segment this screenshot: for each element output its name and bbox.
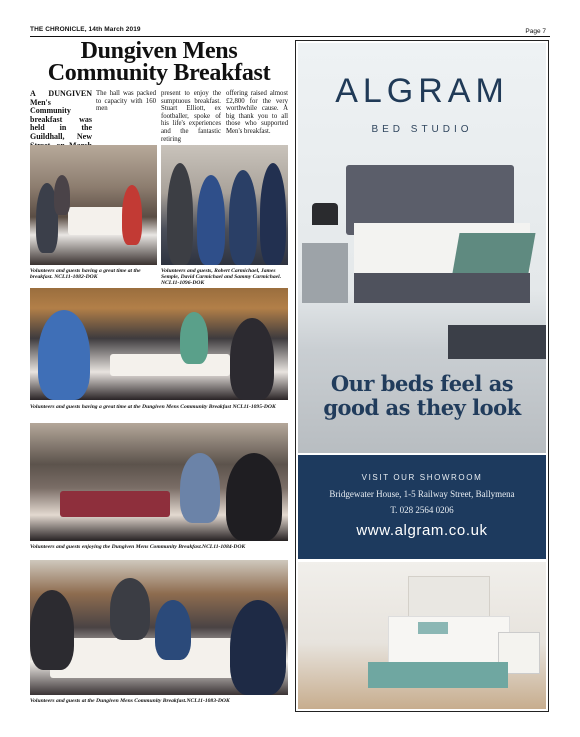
photo-person [226, 453, 282, 541]
ad-slogan-line1: Our beds feel as [330, 371, 514, 396]
photo-person [122, 185, 142, 245]
ad-bedside-table [302, 243, 348, 303]
ad-visit-showroom: VISIT OUR SHOWROOM [361, 473, 483, 482]
ad-slogan [298, 372, 546, 420]
article-col3: present to enjoy the sumptuous breakfast. Stuart Elliott, ex footballer, spoke of his life's experiences and the fantastic retiring [161, 90, 221, 143]
photo-person [180, 453, 220, 523]
photo-person [167, 163, 193, 265]
photo-person [197, 175, 225, 265]
photo-person [180, 312, 208, 364]
ad-address: Bridgewater House, 1-5 Railway Street, Ballymena [329, 489, 515, 499]
photo-caption: Volunteers and guests, Robert Carmichael, James Semple, David Carmichael and Sammy Carmichael. NCL11-1096-DOK [161, 268, 282, 287]
article-lead-text: A DUNGIVEN Men's Community breakfast was held in the Guildhall, New [30, 89, 92, 141]
photo-caption: Volunteers and guests at the Dungiven Mens Community Breakfast.NCL11-1083-DOK [30, 698, 230, 704]
ad-website-link[interactable]: www.algram.co.uk [356, 522, 488, 539]
ad-bed-base [354, 273, 530, 303]
article-col2-text: The hall was packed to capacity with 160 men [96, 90, 156, 113]
photo-person [54, 175, 70, 215]
article-col4: offering raised almost £2,800 for the very worthwhile cause. A big thank you to all those who supported Men's breakfast. [226, 90, 288, 135]
photo-person [230, 600, 286, 695]
photo-breakfast-tables [30, 145, 157, 265]
ad-cushion [418, 622, 448, 634]
photo-table [110, 354, 230, 376]
ad-rug [368, 662, 508, 688]
photo-group-at-table [30, 288, 288, 400]
ad-mattress [388, 616, 510, 664]
photo-crowded-hall [30, 423, 288, 541]
page-number: Page 7 [525, 28, 546, 35]
photo-caption: Volunteers and guests enjoying the Dungiven Mens Community Breakfast.NCL11-1084-DOK [30, 544, 246, 550]
publication-date: THE CHRONICLE, 14th March 2019 [30, 26, 141, 33]
article-headline: Dungiven Mens Community Breakfast [47, 38, 271, 86]
photo-table [50, 638, 250, 678]
photo-person [155, 600, 191, 660]
photo-person [38, 310, 90, 400]
ad-phone: T. 028 2564 0206 [390, 505, 454, 515]
photo-caption: Volunteers and guests having a great time at the Dungiven Mens Community Breakfast NCL11-1095-DOK [30, 404, 276, 410]
photo-person [30, 590, 74, 670]
masthead-rule [30, 36, 550, 37]
photo-four-men-standing [161, 145, 288, 265]
photo-person [110, 578, 150, 640]
photo-long-table [30, 560, 288, 695]
ad-brand-logo: ALGRAM [335, 72, 509, 110]
ad-slogan-line2: good as they look [323, 395, 521, 420]
ad-headboard [408, 576, 490, 618]
photo-person [229, 170, 257, 265]
article-col2 [96, 90, 156, 113]
photo-person [260, 163, 286, 265]
photo-table [60, 491, 170, 517]
ad-second-bedroom-photo [298, 562, 546, 709]
ad-rug [448, 325, 546, 359]
ad-lamp [312, 203, 338, 225]
photo-table [68, 207, 130, 235]
ad-throw [452, 233, 535, 273]
photo-person [230, 318, 274, 400]
ad-subbrand: BED STUDIO [371, 124, 473, 135]
photo-caption: Volunteers and guests having a great time at the breakfast. NCL11-1082-DOK [30, 268, 141, 281]
